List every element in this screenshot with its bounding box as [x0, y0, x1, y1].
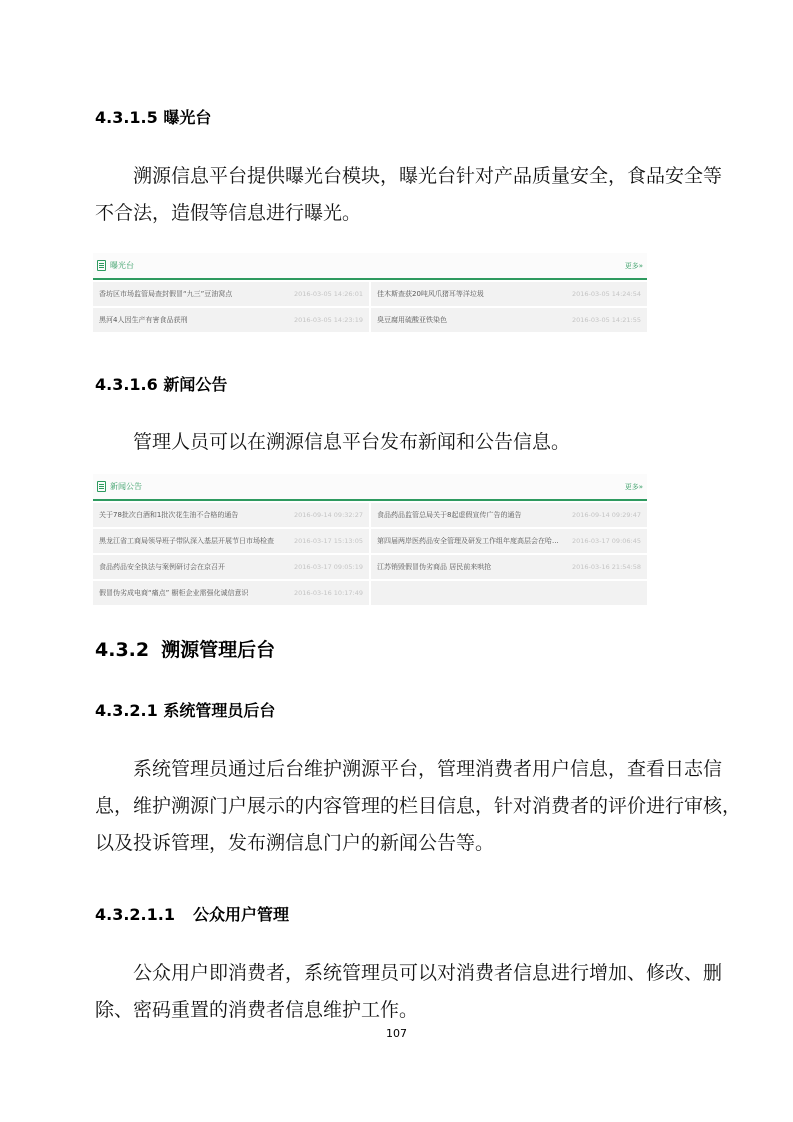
heading-4-3-1-5: 4.3.1.5 曝光台 — [95, 108, 212, 127]
paragraph-admin-backend — [95, 751, 742, 862]
item-date: 2016-03-17 09:06:45 — [571, 537, 641, 545]
paragraph-public-users — [95, 955, 723, 1029]
paragraph-line: 公众用户即消费者，系统管理员可以对消费者信息进行增加、修改、删 — [133, 962, 723, 984]
heading-text: 公众用户管理 — [192, 905, 289, 924]
list-item[interactable] — [93, 282, 369, 306]
paragraph-exposure-intro — [95, 158, 723, 232]
heading-number: 4.3.2.1.1 — [95, 905, 175, 924]
empty-cell — [371, 581, 647, 605]
paragraph-line: 管理人员可以在溯源信息平台发布新闻和公告信息。 — [133, 431, 571, 453]
item-date: 2016-03-17 15:13:05 — [293, 537, 363, 545]
item-date: 2016-03-05 14:24:54 — [571, 290, 641, 298]
news-panel — [93, 474, 647, 605]
item-title[interactable]: 关于78批次白酒和1批次花生油不合格的通告 — [99, 511, 239, 519]
panel-title-label: 曝光台 — [110, 261, 134, 270]
panel-header — [93, 253, 647, 280]
panel-header — [93, 474, 647, 501]
item-date: 2016-03-17 09:05:19 — [293, 563, 363, 571]
item-title[interactable]: 假冒伪劣成电商“痛点” 橱柜企业需强化诚信意识 — [99, 589, 249, 597]
paragraph-line: 以及投诉管理，发布溯信息门户的新闻公告等。 — [95, 832, 495, 854]
more-link[interactable]: 更多» — [624, 482, 643, 491]
panel-title-label: 新闻公告 — [110, 482, 142, 491]
paragraph-line: 除、密码重置的消费者信息维护工作。 — [95, 999, 419, 1021]
list-item[interactable] — [371, 503, 647, 527]
item-date: 2016-03-16 21:54:58 — [571, 563, 641, 571]
paragraph-line: 溯源信息平台提供曝光台模块，曝光台针对产品质量安全，食品安全等 — [133, 165, 723, 187]
heading-text: 溯源管理后台 — [161, 639, 276, 661]
paragraph-news-intro — [95, 424, 700, 461]
list-item[interactable] — [371, 308, 647, 332]
heading-number: 4.3.2 — [95, 639, 150, 661]
item-title[interactable]: 香坊区市场监管局查封假冒“九三”豆油窝点 — [99, 290, 233, 298]
paragraph-line: 系统管理员通过后台维护溯源平台，管理消费者用户信息，查看日志信 — [133, 758, 723, 780]
list-item[interactable] — [93, 308, 369, 332]
paragraph-line: 不合法，造假等信息进行曝光。 — [95, 202, 362, 224]
item-date: 2016-03-05 14:23:19 — [293, 316, 363, 324]
list-item[interactable] — [371, 529, 647, 553]
more-link[interactable]: 更多» — [624, 261, 643, 270]
item-title[interactable]: 黑龙江省工商局领导班子带队深入基层开展节日市场检查 — [99, 537, 274, 545]
item-date: 2016-09-14 09:29:47 — [571, 511, 641, 519]
news-list — [93, 501, 647, 605]
item-title[interactable]: 食品药品监管总局关于8起虚假宣传广告的通告 — [377, 511, 522, 519]
list-item[interactable] — [93, 503, 369, 527]
paragraph-line: 息，维护溯源门户展示的内容管理的栏目信息，针对消费者的评价进行审核， — [95, 795, 742, 817]
item-date: 2016-03-05 14:21:55 — [571, 316, 641, 324]
list-item[interactable] — [371, 282, 647, 306]
list-item[interactable] — [93, 555, 369, 579]
item-title[interactable]: 佳木斯查获20吨风爪猪耳等洋垃圾 — [377, 290, 484, 298]
item-title[interactable]: 黑河4人因生产有害食品获刑 — [99, 316, 188, 324]
list-item[interactable] — [93, 581, 369, 605]
exposure-list — [93, 280, 647, 332]
item-date: 2016-09-14 09:32:27 — [293, 511, 363, 519]
heading-4-3-1-6: 4.3.1.6 新闻公告 — [95, 375, 228, 394]
page-number: 107 — [386, 1027, 407, 1040]
item-title[interactable]: 第四届两岸医药品安全管理及研发工作组年度高层会在哈... — [377, 537, 559, 545]
list-item[interactable] — [93, 529, 369, 553]
heading-4-3-2-1: 4.3.2.1 系统管理员后台 — [95, 701, 276, 720]
item-title[interactable]: 臭豆腐用硫酸亚铁染色 — [377, 316, 447, 324]
list-item[interactable] — [371, 555, 647, 579]
item-date: 2016-03-16 10:17:49 — [293, 589, 363, 597]
item-title[interactable]: 食品药品安全执法与案例研讨会在京召开 — [99, 563, 225, 571]
item-title[interactable]: 江苏销毁假冒伪劣商品 居民前来哄抢 — [377, 563, 492, 571]
document-icon — [97, 481, 106, 492]
heading-4-3-2-1-1 — [95, 902, 289, 925]
panel-title — [93, 481, 142, 492]
heading-4-3-2 — [95, 635, 275, 662]
item-date: 2016-03-05 14:26:01 — [293, 290, 363, 298]
exposure-panel — [93, 253, 647, 332]
document-icon — [97, 260, 106, 271]
panel-title — [93, 260, 134, 271]
